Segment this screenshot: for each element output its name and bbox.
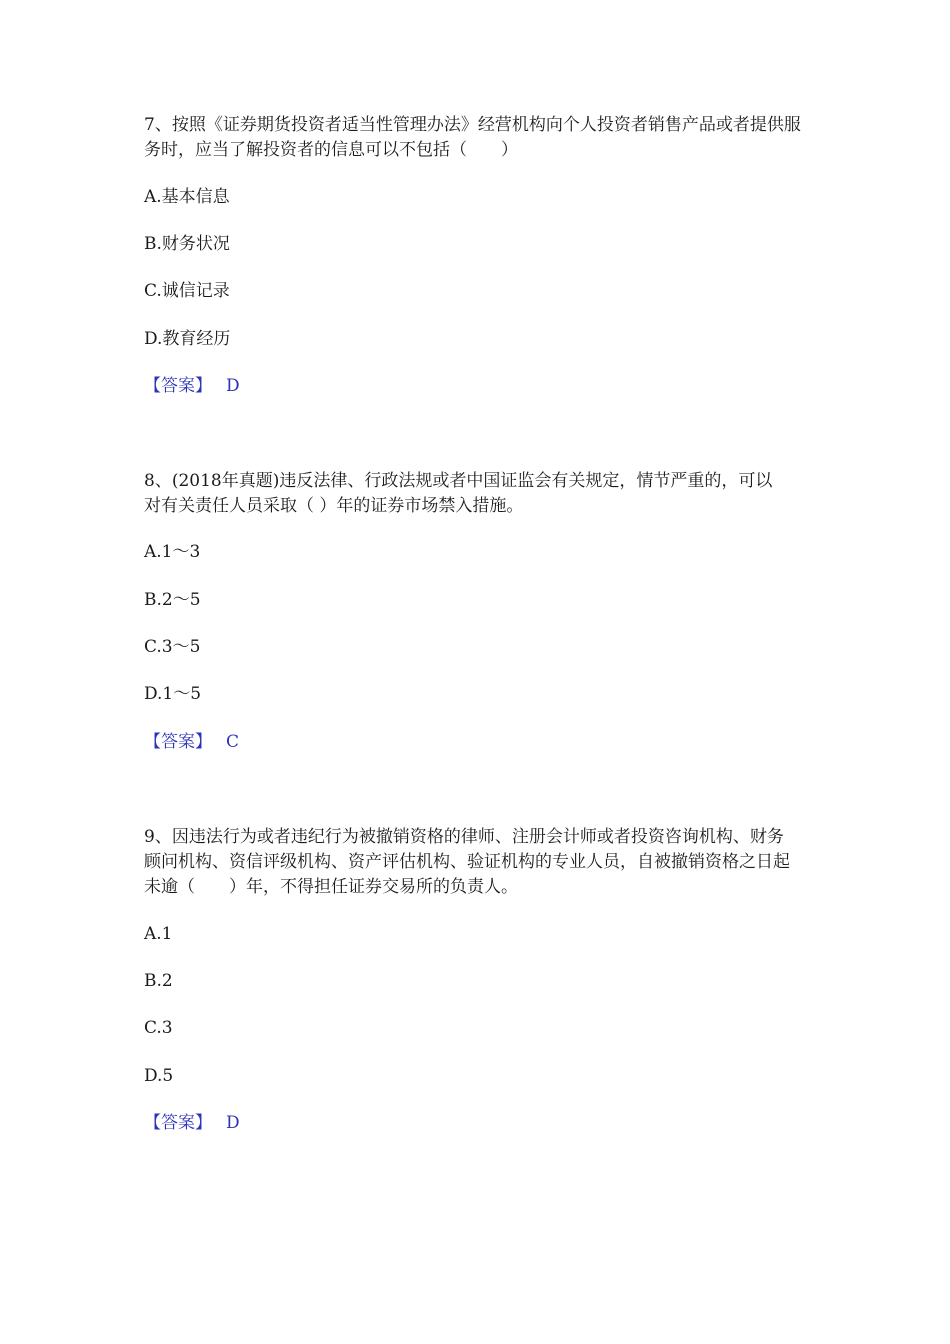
option-b: B.2～5 [144,590,201,610]
answer-label: 【答案】 [144,376,212,396]
option-c: C.3～5 [144,637,201,657]
option-a: A.1 [144,924,173,944]
answer-value: D [226,1113,240,1133]
question-9 [144,825,824,1133]
question-8 [144,469,824,752]
answer-line [144,1112,240,1134]
question-stem: 8、(2018年真题)违反法律、行政法规或者中国证监会有关规定，情节严重的，可以对有关责任人员采取（ ）年的证券市场禁入措施。 [144,471,773,516]
option-d: D.5 [144,1066,174,1086]
answer-value: D [226,376,240,396]
option-b: B.财务状况 [144,234,230,254]
option-a: A.1～3 [144,542,201,562]
option-d: D.1～5 [144,684,202,704]
option-a: A.基本信息 [144,187,230,207]
option-b: B.2 [144,971,173,991]
question-7 [144,113,824,396]
answer-value: C [226,732,240,752]
option-c: C.3 [144,1018,173,1038]
question-stem: 9、因违法行为或者违纪行为被撤销资格的律师、注册会计师或者投资咨询机构、财务顾问机构、资信评级机构、资产评估机构、验证机构的专业人员，自被撤销资格之日起未逾（ ）年，不得担任证券交易所的负责人。 [144,827,790,897]
option-d: D.教育经历 [144,329,231,349]
answer-label: 【答案】 [144,732,212,752]
answer-line [144,731,239,753]
answer-label: 【答案】 [144,1113,212,1133]
answer-line [144,375,240,397]
option-c: C.诚信记录 [144,281,230,301]
question-stem: 7、按照《证券期货投资者适当性管理办法》经营机构向个人投资者销售产品或者提供服务时，应当了解投资者的信息可以不包括（ ） [144,115,801,160]
